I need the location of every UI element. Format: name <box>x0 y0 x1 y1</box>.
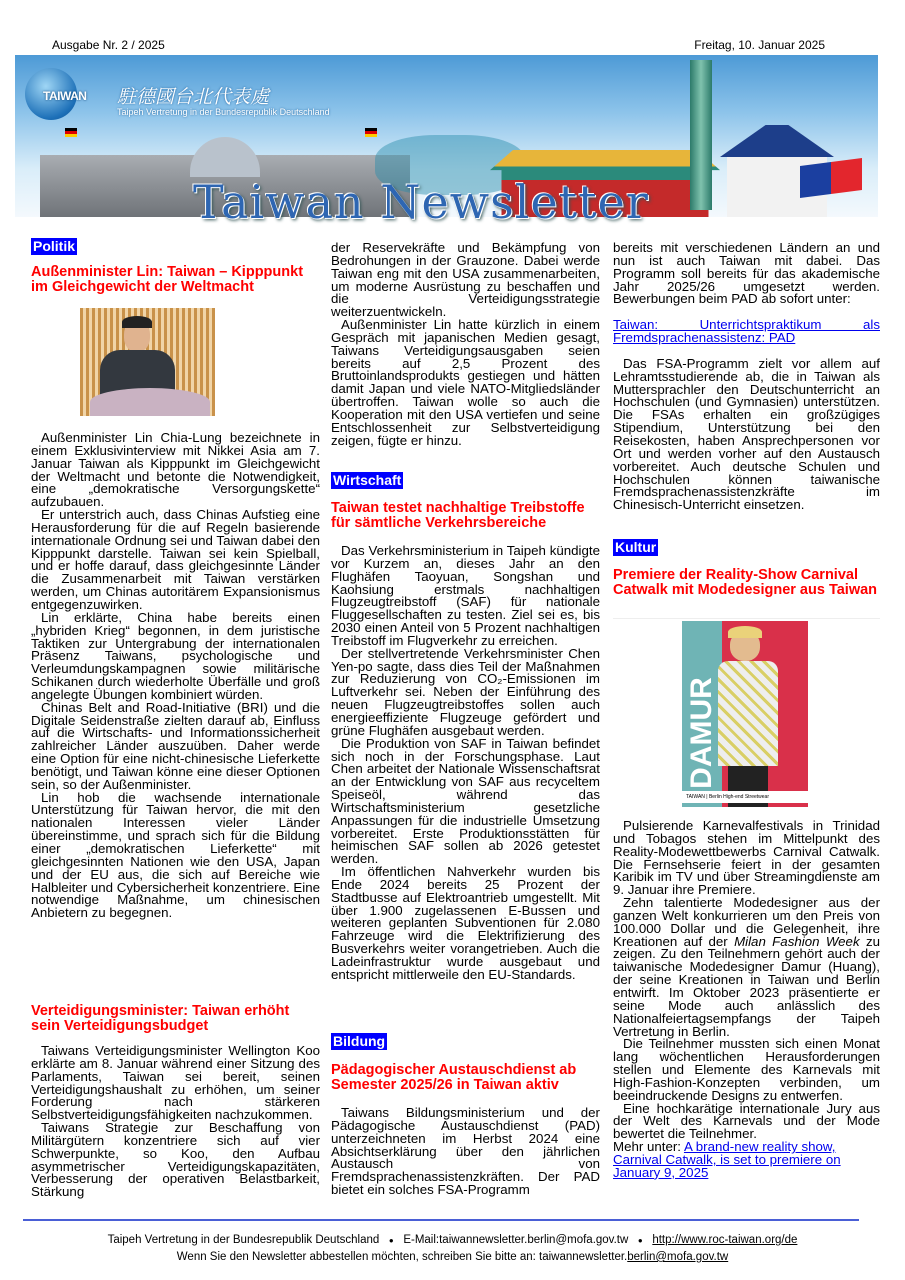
article-pad-body-part1 <box>331 1105 600 1198</box>
paragraph: Taiwans Verteidigungsminister Wellington Koo erklärte am 8. Januar während einer Sitzung des Parlaments, Taiwan sei bereit, seinen Verteidigungshaushalt zu erhöhen, um seiner Forderung nach stärkeren Selbstverteidigungsfähigkeiten nachzukommen. <box>31 1043 320 1123</box>
text: Zehn talentierte Modedesigner aus der ganzen Welt konkurrieren um den Preis von 100.000 Dollar und die Gelegenheit, ihre Kreationen auf der <box>613 895 880 949</box>
paragraph <box>613 1141 880 1180</box>
divider <box>613 618 880 619</box>
damur-caption: TAIWAN | Berlin High-end Streetwear <box>682 791 812 803</box>
section-label-bildung: Bildung <box>333 1033 386 1049</box>
damur-name-text: DAMUR <box>685 677 718 789</box>
memorial-hall-roof-icon <box>720 125 834 157</box>
headline-foreign-minister: Außenminister Lin: Taiwan – Kipppunkt im Gleichgewicht der Weltmacht <box>31 264 304 295</box>
office-subtitle: Taipeh Vertretung in der Bundesrepublik Deutschland <box>117 107 330 117</box>
section-label-politik: Politik <box>33 238 76 254</box>
footer-unsubscribe <box>0 1251 905 1263</box>
footer-website-link[interactable]: http://www.roc-taiwan.org/de <box>652 1234 798 1246</box>
german-flag-icon <box>65 128 77 137</box>
paragraph: Das FSA-Programm zielt vor allem auf Lehramtsstudierende ab, die in Taiwan als Muttersprachler den Deutschunterricht an Hochschulen (und Gymnasien) unterstützen. Die FSAs erhalten ein großzügiges Stipendium, Unterstützung bei den Reisekosten, haben Ansprechpersonen vor Ort und werden vorher auf den Austausch vorbereitet. Auch deutsche Schulen und Hochschulen können taiwanische Fremdsprachenassistenzkräfte im Chinesisch-Unterricht einsetzen. <box>613 355 880 513</box>
footer-divider <box>23 1219 859 1221</box>
headline-pad-exchange: Pädagogischer Austauschdienst ab Semester 2025/26 in Taiwan aktiv <box>331 1062 577 1093</box>
bullet-icon: ● <box>388 1236 394 1245</box>
foreign-minister-photo <box>80 308 215 416</box>
paragraph <box>613 319 880 345</box>
paragraph: Außenminister Lin hatte kürzlich in einem Gespräch mit japanischen Medien gesagt, Taiwans Verteidigungsausgaben seien bereits auf 2,5 Prozent des Bruttoinlandsprodukts gestiegen und hätten damit Japan und viele NATO-Mitgliedsländer übertroffen. Taiwan wolle so auch die Kooperation mit den USA vertiefen und seine Entschlossenheit zur Selbstverteidigung zeigen, fügte er hinzu. <box>331 317 600 448</box>
headline-sustainable-fuel: Taiwan testet nachhaltige Treibstoffe für sämtliche Verkehrsbereiche <box>331 500 585 531</box>
paragraph: Chinas Belt and Road-Initiative (BRI) und die Digitale Seidenstraße zielten darauf ab, Einfluss auf die Wirtschafts- und Informationssicherheit zahlreicher Länder auszuüben. Daher werde eine Option für eine nicht-chinesische Lieferkette benötigt, und Taiwan könne eine dieser Optionen sein, so der Außenminister. <box>31 699 320 792</box>
article-defense-body-part1 <box>31 1043 320 1200</box>
paragraph: Pulsierende Karnevalfestivals in Trinidad und Tobagos stehen im Mittelpunkt des Reality-Modewettbewerbs Carnival Catwalk. Die Fernsehserie feiert in der gesamten Karibik im TV und über Streamingdienste am 9. Januar ihre Premiere. <box>613 818 880 898</box>
paragraph: Er unterstrich auch, dass Chinas Aufstieg eine Herausforderung für die auf Regeln basierende internationale Ordnung sei und Taiwan dabei den Kipppunkt darstelle. Taiwan sei kein Spielball, und er hoffe darauf, dass gleichgesinnte Länder die Zusammenarbeit mit Taiwan verstärken werden, um Chinas autoritärem Expansionismus entgegenzuwirken. <box>31 507 320 612</box>
article-pad-body-part2 <box>613 242 880 512</box>
paragraph: bereits mit verschiedenen Ländern an und nun ist auch Taiwan mit dabei. Das Programm soll bereits für das akademische Jahr 2025/26 umgesetzt werden. Bewerbungen beim PAD ab sofort unter: <box>613 240 880 307</box>
bullet-icon: ● <box>637 1236 643 1245</box>
paragraph: Im öffentlichen Nahverkehr wurden bis Ende 2024 bereits 25 Prozent der Stadtbusse auf Elektroantrieb umgestellt. Mit über 1.900 zugelassenen E-Bussen und weiteren geplanten Subventionen für 2.080 Fahrzeuge wird die Elektrifizierung des Busverkehrs weiter vorangetrieben. Auch die Ladeinfrastruktur wurde ausgebaut und entspricht mittlerweile den EU-Standards. <box>331 864 600 982</box>
paragraph: Lin hob die wachsende internationale Unterstützung für Taiwan hervor, die mit den nationalen Interessen vieler Länder übereinstimme, und sprach sich für die Bildung einer „demokratischen Lieferkette“ mit gleichgesinnten Nationen wie den USA, Japan und der EU aus, die sich auf Bereiche wie Halbleiter und Cybersicherheit konzentriere. Eine notwendige Maßnahme, um chinesischen Anbietern zu begegnen. <box>31 789 320 921</box>
event-name: Milan Fashion Week <box>734 933 860 949</box>
newsletter-title: Taiwan Newsletter <box>193 175 649 229</box>
logo-text: TAIWAN <box>43 89 87 103</box>
paragraph: Lin erklärte, China habe bereits einen „hybriden Krieg“ begonnen, in dem juristische Taktiken zur Untergrabung der internationalen Präsenz Taiwans, psychologische und Verleumdungskampagnen sowie militärische Schikanen durch wiederholte Überfälle und groß angelegte Übungen kombiniert würden. <box>31 609 320 702</box>
footer-contact <box>0 1234 905 1246</box>
section-label-wirtschaft: Wirtschaft <box>333 472 402 488</box>
article-foreign-minister-body <box>31 432 320 920</box>
damur-designer-photo <box>682 621 808 807</box>
paragraph: Der stellvertretende Verkehrsminister Chen Yen-po sagte, dass dies Teil der Maßnahmen zur Reduzierung von CO₂-Emissionen im Luftverkehr sei. Neben der Einführung des neuen Flugzeugtreibstoffes sollen auch energieeffiziente Flugzeuge gefördert und grüne Flughäfen ausgebaut werden. <box>331 645 600 738</box>
article-sustainable-fuel-body <box>331 545 600 982</box>
paragraph: Taiwans Strategie zur Beschaffung von Militärgütern konzentriere sich auf vier Schwerpunkte, so Koo, den Aufbau asymmetrischer Verteidigungskapazitäten, Verbesserung der operativen Belastbarkeit, Stärkung <box>31 1120 320 1200</box>
article-carnival-body <box>613 820 880 1180</box>
unsubscribe-text: Wenn Sie den Newsletter abbestellen möchten, schreiben Sie bitte an: taiwannewsletter. <box>176 1251 628 1263</box>
article-defense-body-part2 <box>331 242 600 448</box>
pad-link[interactable]: Taiwan: Unterrichtspraktikum als Fremdsprachenassistenz: PAD <box>613 317 880 346</box>
more-label: Mehr unter: <box>613 1139 684 1155</box>
text: zu zeigen. Zu den Teilnehmern gehört auch der taiwanische Modedesigner Damur (Huang), der seine Kreationen in Taiwan und Berlin entwirft. Im Oktober 2023 präsentierte er seine Mode auch anlässlich des Nationalfeiertagsempfangs der Taipeh Vertretung in Berlin. <box>613 933 880 1039</box>
issue-number: Ausgabe Nr. 2 / 2025 <box>52 38 165 52</box>
headline-carnival-catwalk: Premiere der Reality-Show Carnival Catwalk mit Modedesigner aus Taiwan <box>613 567 878 598</box>
paragraph: Die Produktion von SAF in Taiwan befindet sich noch in der Forschungsphase. Laut Chen arbeitet der Nationale Wissenschaftsrat an der Entwicklung von SAF aus recyceltem Speiseöl, während das Wirtschaftsministerium gesetzliche Anpassungen für die industrielle Umsetzung vorbereitet. Erste Produktionsstätten für heimischen SAF sollen ab 2026 getestet werden. <box>331 735 600 867</box>
reichstag-dome-icon <box>190 137 260 177</box>
german-flag-icon <box>365 128 377 137</box>
paragraph: Taiwans Bildungsministerium und der Pädagogische Austauschdienst (PAD) unterzeichneten im Herbst 2024 eine Absichtserklärung über den jährlichen Austausch von Fremdsprachenassistenzkräften. Der PAD bietet ein solches FSA-Programm <box>331 1105 600 1198</box>
footer-email[interactable]: E-Mail:taiwannewsletter.berlin@mofa.gov.tw <box>403 1234 629 1246</box>
issue-date: Freitag, 10. Januar 2025 <box>694 38 825 52</box>
section-label-kultur: Kultur <box>615 539 657 555</box>
newsletter-banner <box>15 55 878 229</box>
paragraph: Die Teilnehmer mussten sich einen Monat lang wöchentlichen Herausforderungen stellen und Elemente des Karnevals mit High-Fashion-Konzepten verbinden, um beeindruckende Designs zu entwerfen. <box>613 1036 880 1103</box>
paragraph: Außenminister Lin Chia-Lung bezeichnete in einem Exklusivinterview mit Nikkei Asia am 7. Januar Taiwan als Kipppunkt im Gleichgewicht der Weltmacht und betonte die Notwendigkeit, eine „demokratische Versorgungskette“ aufzubauen. <box>31 430 320 510</box>
chinese-office-name: 駐德國台北代表處 <box>117 86 270 108</box>
paragraph: Eine hochkarätige internationale Jury aus der Welt des Karnevals und der Mode bewertet die Teilnehmer. <box>613 1100 880 1142</box>
taipei-101-icon <box>690 60 712 210</box>
paragraph: der Reservekräfte und Bekämpfung von Bedrohungen in der Grauzone. Dabei werde Taiwan eng mit den USA zusammenarbeiten, um moderne Ausrüstung zu beschaffen und die Verteidigungsstrategie weiterzuentwickeln. <box>331 240 600 320</box>
carnival-catwalk-link[interactable]: A brand-new reality show, Carnival Catwalk, is set to premiere on January 9, 2025 <box>613 1139 841 1180</box>
unsubscribe-email-link[interactable]: berlin@mofa.gov.tw <box>627 1251 729 1263</box>
footer-org: Taipeh Vertretung in der Bundesrepublik Deutschland <box>107 1234 380 1246</box>
headline-defense-minister: Verteidigungsminister: Taiwan erhöht sein Verteidigungsbudget <box>31 1003 290 1034</box>
paragraph <box>613 897 880 1038</box>
paragraph: Das Verkehrsministerium in Taipeh kündigte vor Kurzem an, dieses Jahr an den Flughäfen Taoyuan, Songshan und Kaohsiung erstmals nachhaltigen Flugzeugtreibstoff (SAF) für nationale Fluggesellschaften zu testen. Ziel sei es, bis 2030 einen Anteil von 5 Prozent nachhaltigen Treibstoff im Flugverkehr zu erreichen. <box>331 543 600 648</box>
